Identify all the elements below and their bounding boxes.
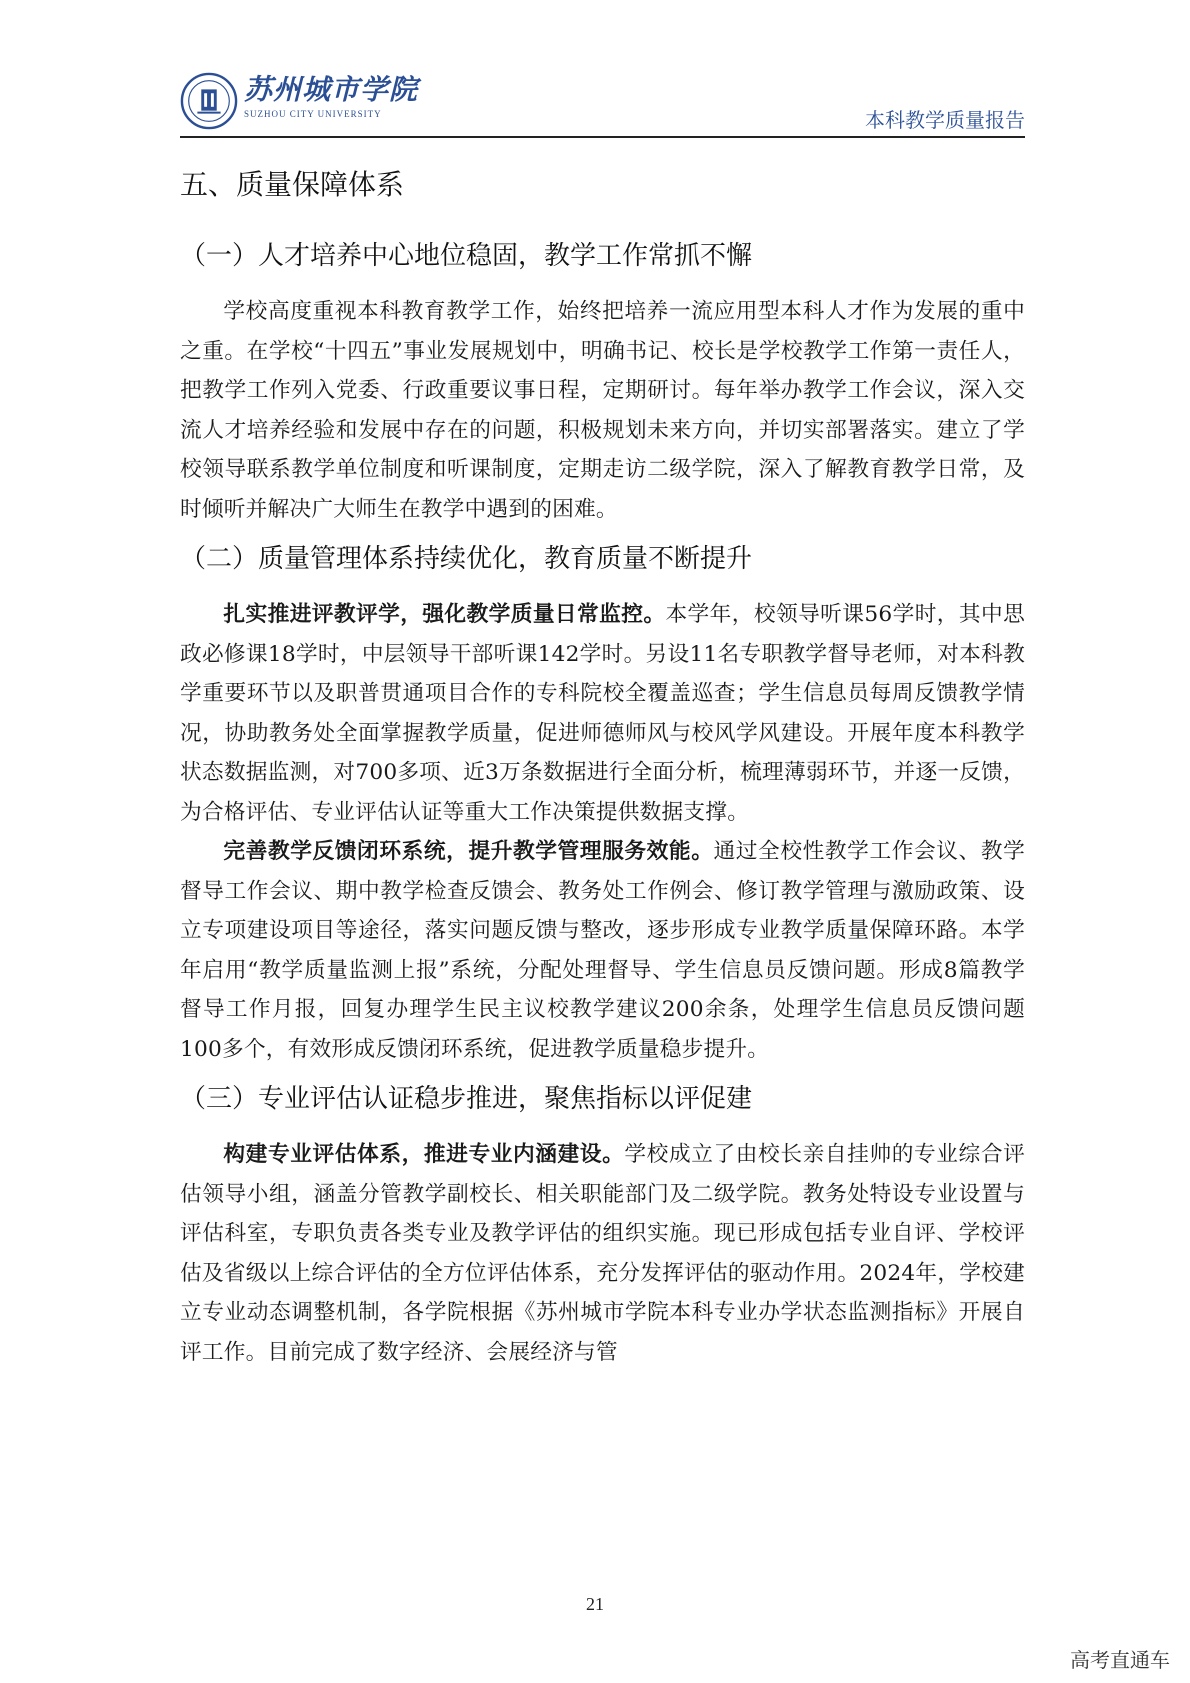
body-paragraph — [180, 832, 1025, 1069]
logo-text — [244, 74, 418, 120]
page-number: 21 — [586, 1594, 604, 1614]
university-seal-icon — [180, 72, 238, 130]
paragraph-text: 学校高度重视本科教育教学工作，始终把培养一流应用型本科人才作为发展的重中之重。在学校“十四五”事业发展规划中，明确书记、校长是学校教学工作第一责任人，把教学工作列入党委、行政重要议事日程，定期研讨。每年举办教学工作会议，深入交流人才培养经验和发展中存在的问题，积极规划未来方向，并切实部署落实。建立了学校领导联系教学单位制度和听课制度，定期走访二级学院，深入了解教育教学日常，及时倾听并解决广大师生在教学中遇到的困难。 — [180, 299, 1025, 522]
header-divider — [180, 136, 1025, 138]
section-title: 五、质量保障体系 — [180, 168, 405, 201]
body-paragraph — [180, 292, 1025, 529]
body-paragraph — [180, 1135, 1025, 1372]
report-title: 本科教学质量报告 — [865, 108, 1025, 132]
subsection-title: （二）质量管理体系持续优化，教育质量不断提升 — [180, 544, 753, 574]
paragraph-lead: 扎实推进评教评学，强化教学质量日常监控。 — [223, 602, 666, 627]
paragraph-text: 通过全校性教学工作会议、教学督导工作会议、期中教学检查反馈会、教务处工作例会、修订教学管理与激励政策、设立专项建设项目等途径，落实问题反馈与整改，逐步形成专业教学质量保障环路。本学年启用“教学质量监测上报”系统，分配处理督导、学生信息员反馈问题。形成8篇教学督导工作月报，回复办理学生民主议校教学建议200余条，处理学生信息员反馈问题100多个，有效形成反馈闭环系统，促进教学质量稳步提升。 — [180, 839, 1025, 1062]
page-header — [180, 68, 1025, 136]
subsection-title: （三）专业评估认证稳步推进，聚焦指标以评促建 — [180, 1084, 753, 1114]
paragraph-lead: 完善教学反馈闭环系统，提升教学管理服务效能。 — [223, 839, 714, 864]
logo-english: SUZHOU CITY UNIVERSITY — [244, 109, 382, 119]
subsection-title: （一）人才培养中心地位稳固，教学工作常抓不懈 — [180, 241, 753, 271]
paragraph-text: 本学年，校领导听课56学时，其中思政必修课18学时，中层领导干部听课142学时。另设11名专职教学督导老师，对本科教学重要环节以及职普贯通项目合作的专科院校全覆盖巡查；学生信息员每周反馈教学情况，协助教务处全面掌握教学质量，促进师德师风与校风学风建设。开展年度本科教学状态数据监测，对700多项、近3万条数据进行全面分析，梳理薄弱环节，并逐一反馈，为合格评估、专业评估认证等重大工作决策提供数据支撑。 — [180, 602, 1025, 825]
body-paragraph — [180, 595, 1025, 832]
paragraph-lead: 构建专业评估体系，推进专业内涵建设。 — [223, 1142, 625, 1167]
watermark-text: 高考直通车 — [1070, 1648, 1170, 1672]
paragraph-text: 学校成立了由校长亲自挂帅的专业综合评估领导小组，涵盖分管教学副校长、相关职能部门及二级学院。教务处特设专业设置与评估科室，专职负责各类专业及教学评估的组织实施。现已形成包括专业自评、学校评估及省级以上综合评估的全方位评估体系，充分发挥评估的驱动作用。2024年，学校建立专业动态调整机制，各学院根据《苏州城市学院本科专业办学状态监测指标》开展自评工作。目前完成了数字经济、会展经济与管 — [180, 1142, 1025, 1365]
logo-chinese: 苏州城市学院 — [244, 73, 419, 106]
page-content — [180, 152, 1025, 1372]
